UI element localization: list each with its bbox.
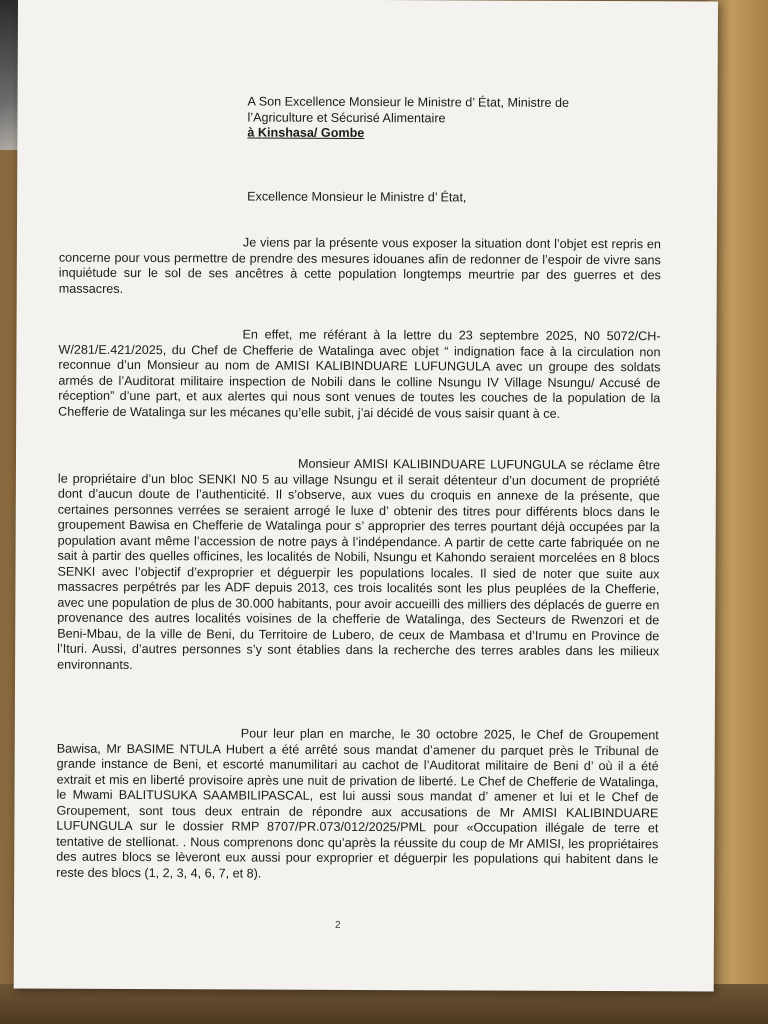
salutation: Excellence Monsieur le Ministre d’ État, bbox=[247, 189, 467, 205]
letter-page bbox=[14, 0, 718, 992]
addressee-line-1: A Son Excellence Monsieur le Ministre d’ État, Ministre de bbox=[247, 94, 570, 110]
page-number: 2 bbox=[334, 919, 341, 931]
addressee-block bbox=[247, 94, 667, 142]
addressee-line-2: l’Agriculture et Sécurisé Alimentaire bbox=[247, 109, 446, 125]
paragraph-reference: En effet, me référant à la lettre du 23 septembre 2025, N0 5072/CH-W/281/E.421/2025, du Chef de Chefferie de Watalinga avec objet “ indignation face à la circulation non reconnue d’un Monsieur au nom de AMISI KALIBINDUARE LUFUNGULA avec un groupe des soldats armés de l’Auditorat militaire inspection de Nobili dans le colline Nsungu IV Village Nsungu/ Accusé de réception” d’une part, et aux alertes qui nous sont venues de toutes les couches de la population de la Chefferie de Watalinga sur les mécanes qu’elle subit, j’ai décidé de vous saisir quant à ce. bbox=[58, 327, 661, 421]
paragraph-intro: Je viens par la présente vous exposer la situation dont l’objet est repris en concerne pour vous permettre de prendre des mesures idouanes afin de redonner de l’espoir de vivre sans inquiétude sur le sol de ses ancêtres à cette population longtemps meurtrie par des guerres et des massacres. bbox=[58, 235, 661, 296]
paragraph-amisi-claim: Monsieur AMISI KALIBINDUARE LUFUNGULA se réclame être le propriétaire d’un bloc SENKI N0 5 au village Nsungu et il serait détenteur d’un document de propriété dont d’aucun doute de l’authenticité. Il s’observe, aux vues du croquis en annexe de la présente, que certaines personnes verrées se seraient arrogé le luxe d’ obtenir des titres pour différents blocs dans le groupement Bawisa en Chefferie de Watalinga pour s’ approprier des terres pourtant déjà occupées par la population avant même l’accession de notre pays à l’indépendance. A partir de cette carte fabriquée on ne sait à partir des quelles officines, les localités de Nobili, Nsungu et Kahondo seraient morcelées en 8 blocs SENKI avec l’objectif d’exproprier et déguerpir les populations locales. Il sied de noter que suite aux massacres perpétrés par les ADF depuis 2013, ces trois localités sont les plus peuplées de la Chefferie, avec une population de plus de 30.000 habitants, pour avoir accueilli des milliers des déplacés de guerre en provenance des autres localités voisines de la chefferie de Watalinga, des Secteurs de Rwenzori et de Beni-Mbau, de la ville de Beni, du Territoire de Lubero, de ceux de Mambasa et d’Irumu en Province de l’Ituri. Aussi, d’autres personnes s’y sont établies dans la recherche des terres arables dans les milieux environnants. bbox=[57, 456, 661, 672]
addressee-city: à Kinshasa/ Gombe bbox=[247, 125, 365, 140]
paragraph-arrests: Pour leur plan en marche, le 30 octobre 2025, le Chef de Groupement Bawisa, Mr BASIME NTULA Hubert a été arrêté sous mandat d’amener du parquet près le Tribunal de grande instance de Beni, et escorté manumilitari au cachot de l’Auditorat militaire de Beni d’ où il a été extrait et mis en liberté provisoire après une nuit de privation de liberté. Le Chef de Chefferie de Watalinga, le Mwami BALITUSUKA SAAMBILIPASCAL, est lui aussi sous mandat d’ amener et lui et le Chef de Groupement, sont tous deux entrain de répondre aux accusations de Mr AMISI KALIBINDUARE LUFUNGULA sur le dossier RMP 8707/PR.073/012/2025/PML pour «Occupation illégale de terre et tentative de stellionat. . Nous comprenons donc qu’après la réussite du coup de Mr AMISI, les propriétaires des autres blocs se lèveront eux aussi pour exproprier et déguerpir les populations qui habitent dans le reste des blocs (1, 2, 3, 4, 6, 7, et 8). bbox=[56, 726, 659, 881]
